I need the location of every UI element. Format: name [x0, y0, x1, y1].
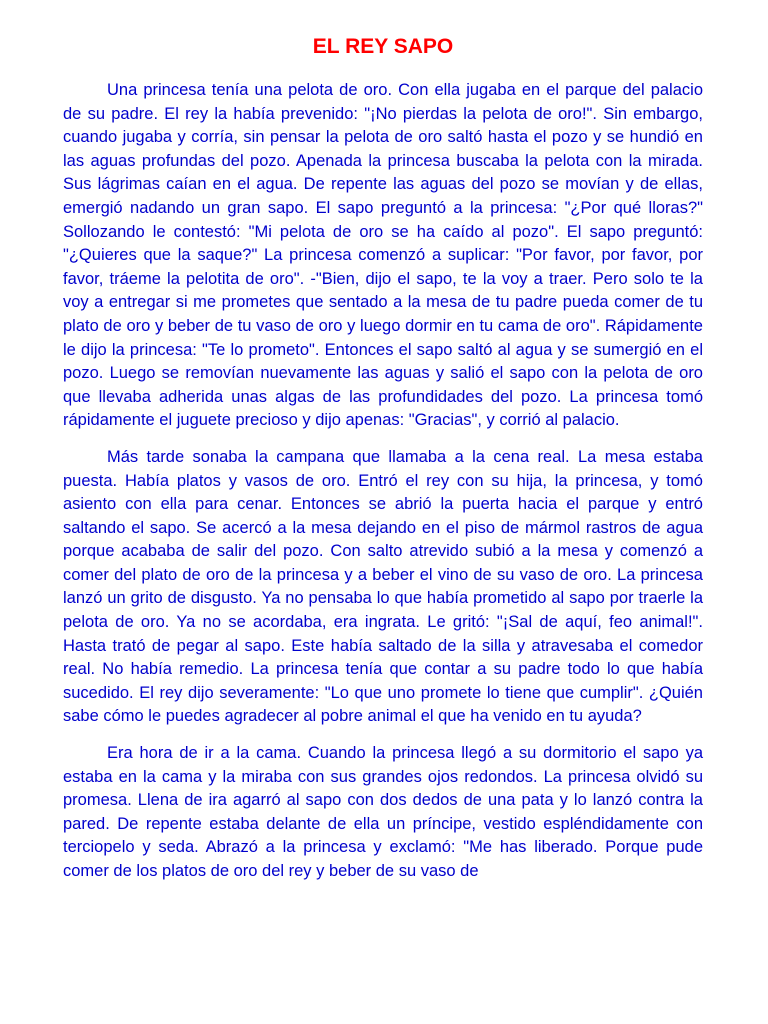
paragraph-2: Más tarde sonaba la campana que llamaba a la cena real. La mesa estaba puesta. Había platos y vasos de oro. Entró el rey con su hija, la princesa, y tomó asiento con ella para cenar. Entonces se abrió la puerta hacia el parque y entró saltando el sapo. Se acercó a la mesa dejando en el piso de mármol rastros de agua porque acababa de salir del pozo. Con salto atrevido subió a la mesa y comenzó a comer del plato de oro de la princesa y a beber el vino de su vaso de oro. La princesa lanzó un grito de disgusto. Ya no pensaba lo que había prometido al sapo por traerle la pelota de oro. Ya no se acordaba, era ingrata. Le gritó: "¡Sal de aquí, feo animal!". Hasta trató de pegar al sapo. Este había saltado de la silla y atravesaba el comedor real. No había remedio. La princesa tenía que contar a su padre todo lo que había sucedido. El rey dijo severamente: "Lo que uno promete lo tiene que cumplir". ¿Quién sabe cómo le puedes agradecer al pobre animal el que ha venido en tu ayuda? — [63, 447, 703, 726]
document-title: EL REY SAPO — [312, 35, 454, 58]
paragraph-1: Una princesa tenía una pelota de oro. Con ella jugaba en el parque del palacio de su padre. El rey la había prevenido: "¡No pierdas la pelota de oro!". Sin embargo, cuando jugaba y corría, sin pensar la pelota de oro saltó hasta el pozo y se hundió en las aguas profundas del pozo. Apenada la princesa buscaba la pelota con la mirada. Sus lágrimas caían en el agua. De repente las aguas del pozo se movían y de ellas, emergió nadando un gran sapo. El sapo preguntó a la princesa: "¿Por qué lloras?" Sollozando le contestó: "Mi pelota de oro se ha caído al pozo". El sapo preguntó: "¿Quieres que la saque?" La princesa comenzó a suplicar: "Por favor, por favor, por favor, tráeme la pelotita de oro". -"Bien, dijo el sapo, te la voy a traer. Pero solo te la voy a entregar si me prometes que sentado a la mesa de tu padre pueda comer de tu plato de oro y beber de tu vaso de oro y luego dormir en tu cama de oro". Rápidamente le dijo la princesa: "Te lo prometo". Entonces el sapo saltó al agua y se sumergió en el pozo. Luego se removían nuevamente las aguas y salió el sapo con la pelota de oro que llevaba adherida unas algas de las profundidades del pozo. La princesa tomó rápidamente el juguete precioso y dijo apenas: "Gracias", y corrió al palacio. — [63, 81, 703, 430]
document-page — [63, 35, 703, 884]
paragraph-3: Era hora de ir a la cama. Cuando la princesa llegó a su dormitorio el sapo ya estaba en la cama y la miraba con sus grandes ojos redondos. La princesa olvidó su promesa. Llena de ira agarró al sapo con dos dedos de una pata y lo lanzó contra la pared. De repente estaba delante de ella un príncipe, vestido espléndidamente con terciopelo y seda. Abrazó a la princesa y exclamó: "Me has liberado. Porque pude comer de los platos de oro del rey y beber de su vaso de — [63, 744, 703, 880]
